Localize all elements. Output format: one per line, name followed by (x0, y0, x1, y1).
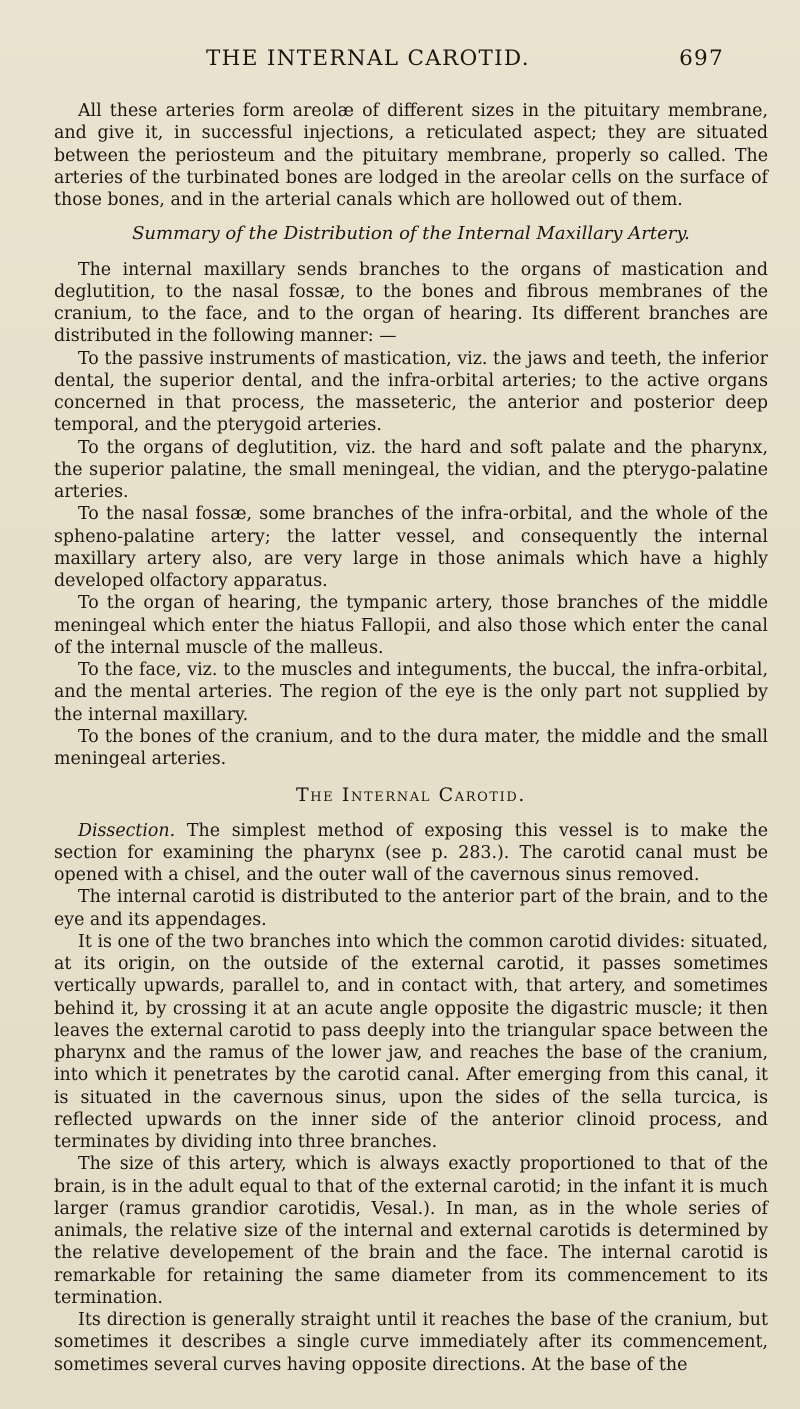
paragraph: The size of this artery, which is always exactly proportioned to that of the brain, is in the adult equal to that of the external carotid; in the infant it is much larger (ramus grandior carotidis, Vesal.). In man, as in the whole series of animals, the relative size of the internal and external carotids is determined by the relative developement of the brain and the face. The internal carotid is remarkable for retaining the same diameter from its commencement to its termination. (54, 1154, 768, 1308)
paragraph-dissection (54, 820, 768, 887)
paragraph: The internal carotid is distributed to the anterior part of the brain, and to the eye and its appendages. (54, 887, 768, 930)
running-head (206, 46, 724, 76)
running-head-title: THE INTERNAL CAROTID. (206, 46, 530, 71)
paragraph: All these arteries form areolæ of different sizes in the pituitary membrane, and give it, in successful injections, a reticulated aspect; they are situated between the periosteum and the pituitary membrane, properly so called. The arteries of the turbinated bones are lodged in the areolar cells on the surface of those bones, and in the arterial canals which are hollowed out of them. (54, 101, 768, 210)
paragraph: To the nasal fossæ, some branches of the infra-orbital, and the whole of the spheno-palatine artery; the latter vessel, and consequently the internal maxillary artery also, are very large in those animals which have a highly developed olfactory apparatus. (54, 504, 768, 591)
paragraph: The internal maxillary sends branches to the organs of mastication and deglutition, to the nasal fossæ, to the bones and fibrous membranes of the cranium, to the face, and to the organ of hearing. Its different branches are distributed in the following manner: — (54, 259, 768, 347)
paragraph: To the organ of hearing, the tympanic artery, those branches of the middle meningeal which enter the hiatus Fallopii, and also those which enter the canal of the internal muscle of the malleus. (54, 593, 768, 658)
section-heading-summary: Summary of the Distribution of the Internal Maxillary Artery. (132, 223, 690, 245)
paragraph: To the bones of the cranium, and to the dura mater, the middle and the small meningeal arteries. (54, 726, 768, 769)
section-heading-internal-carotid: The Internal Carotid. (295, 784, 527, 807)
body-text (54, 100, 768, 1376)
paragraph: It is one of the two branches into which the common carotid divides: situated, at its origin, on the outside of the external carotid, it passes sometimes vertically upwards, parallel to, and in contact with, that artery, and sometimes behind it, by crossing it at an acute angle opposite the digastric muscle; it then leaves the external carotid to pass deeply into the triangular space between the pharynx and the ramus of the lower jaw, and reaches the base of the cranium, into which it penetrates by the carotid canal. After emerging from this canal, it is situated in the cavernous sinus, upon the sides of the sella turcica, is reflected upwards on the inner side of the anterior clinoid process, and terminates by dividing into three branches. (54, 931, 768, 1152)
page-number: 697 (679, 46, 724, 71)
dissection-lead-in: Dissection. (78, 820, 176, 841)
paragraph: To the organs of deglutition, viz. the hard and soft palate and the pharynx, the superior palatine, the small meningeal, the vidian, and the pterygo-palatine arteries. (54, 437, 768, 502)
paragraph: Its direction is generally straight until it reaches the base of the cranium, but sometimes it describes a single curve immediately after its commencement, sometimes several curves having opposite directions. At the base of the (54, 1310, 768, 1375)
paragraph: To the passive instruments of mastication, viz. the jaws and teeth, the inferior dental, the superior dental, and the infra-orbital arteries; to the active organs concerned in that process, the masseteric, the anterior and posterior deep temporal, and the pterygoid arteries. (54, 348, 768, 436)
paragraph: To the face, viz. to the muscles and integuments, the buccal, the infra-orbital, and the mental arteries. The region of the eye is the only part not supplied by the internal maxillary. (54, 660, 768, 725)
dissection-text: The simplest method of exposing this vessel is to make the section for examining the pharynx (see p. 283.). The carotid canal must be opened with a chisel, and the outer wall of the cavernous sinus removed. (54, 820, 768, 885)
